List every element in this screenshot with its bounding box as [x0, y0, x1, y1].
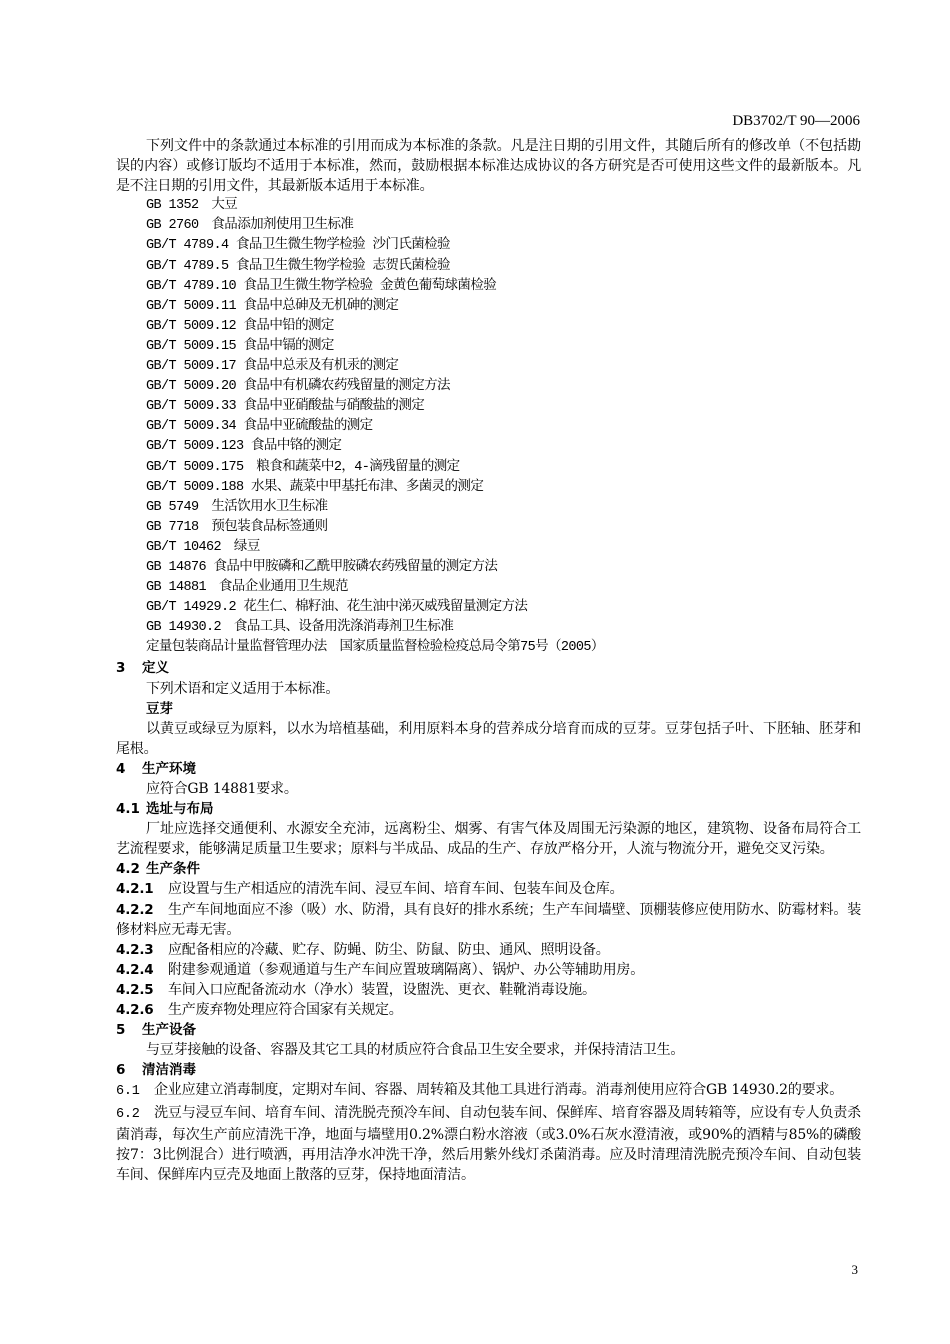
clause-number: 4.2.4 — [116, 961, 154, 978]
reference-item: GB/T 5009.17 食品中总汞及有机汞的测定 — [146, 359, 399, 375]
clause-number: 4.2.1 — [116, 881, 154, 898]
section-number: 4 — [116, 760, 126, 777]
reference-item: GB/T 4789.5 食品卫生微生物学检验 志贺氏菌检验 — [146, 258, 450, 274]
page-number: 3 — [851, 1262, 858, 1277]
section-title: 生产设备 — [142, 1022, 196, 1039]
clause-text: 应设置与生产相适应的清洗车间、浸豆车间、培育车间、包装车间及仓库。 — [168, 881, 624, 898]
reference-list — [116, 196, 861, 658]
subsection-heading-4-2 — [116, 859, 861, 879]
subsection-title: 选址与布局 — [146, 801, 214, 818]
section-number: 5 — [116, 1022, 126, 1039]
clause-4-2-3 — [116, 940, 861, 960]
reference-item: GB/T 5009.188 水果、蔬菜中甲基托布津、多菌灵的测定 — [146, 479, 484, 495]
clause-number: 4.2.2 — [116, 901, 154, 918]
reference-item: GB/T 5009.15 食品中镉的测定 — [146, 338, 334, 354]
reference-item: GB 14930.2 食品工具、设备用洗涤消毒剂卫生标准 — [146, 620, 454, 636]
clause-text: 生产车间地面应不渗（吸）水、防滑，具有良好的排水系统；生产车间墙壁、顶棚装修应使用防水、防霉材料。装修材料应无毒无害。 — [116, 901, 861, 938]
clause-number: 6.1 — [116, 1084, 140, 1100]
clause-4-2-1 — [116, 879, 861, 899]
section-text: 应符合GB 14881要求。 — [146, 781, 298, 797]
subsection-number: 4.2 — [116, 861, 140, 878]
reference-item: GB 14881 食品企业通用卫生规范 — [146, 580, 348, 596]
reference-item: GB/T 4789.10 食品卫生微生物学检验 金黄色葡萄球菌检验 — [146, 278, 497, 294]
reference-item: GB 7718 预包装食品标签通则 — [146, 519, 328, 535]
clause-4-2-4 — [116, 960, 861, 980]
reference-item: GB 14876 食品中甲胺磷和乙酰甲胺磷农药残留量的测定方法 — [146, 559, 498, 575]
intro-paragraph: 下列文件中的条款通过本标准的引用而成为本标准的条款。凡是注日期的引用文件，其随后所有的修改单（不包括勘误的内容）或修订版均不适用于本标准，然而，鼓励根据本标准达成协议的各方研究是否可使用这些文件的最新版本。凡是不注日期的引用文件，其最新版本适用于本标准。 — [116, 138, 861, 195]
section-number: 3 — [116, 660, 126, 677]
clause-6-2 — [116, 1103, 861, 1185]
section-heading-5 — [116, 1020, 861, 1040]
section-heading-6 — [116, 1060, 861, 1080]
reference-item: GB/T 5009.34 食品中亚硫酸盐的测定 — [146, 419, 373, 435]
reference-item: GB/T 4789.4 食品卫生微生物学检验 沙门氏菌检验 — [146, 238, 450, 254]
section-title: 生产环境 — [142, 760, 196, 777]
clause-number: 4.2.3 — [116, 941, 154, 958]
clause-text: 车间入口应配备流动水（净水）装置，设盥洗、更衣、鞋靴消毒设施。 — [168, 981, 596, 998]
clause-text: 企业应建立消毒制度，定期对车间、容器、周转箱及其他工具进行消毒。消毒剂使用应符合GB 14930.2的要求。 — [154, 1082, 844, 1099]
clause-text: 应配备相应的冷藏、贮存、防蝇、防尘、防鼠、防虫、通风、照明设备。 — [168, 941, 610, 958]
section-title: 定义 — [142, 660, 169, 677]
clause-number: 4.2.5 — [116, 981, 154, 998]
clause-4-2-5 — [116, 980, 861, 1000]
reference-item: GB/T 5009.20 食品中有机磷农药残留量的测定方法 — [146, 379, 450, 395]
term-definition: 以黄豆或绿豆为原料，以水为培植基础，利用原料本身的营养成分培育而成的豆芽。豆芽包括子叶、下胚轴、胚芽和尾根。 — [116, 720, 861, 757]
section-text: 下列术语和定义适用于本标准。 — [146, 680, 340, 697]
reference-item: 定量包装商品计量监督管理办法 国家质量监督检验检疫总局令第75号（2005） — [146, 640, 604, 656]
subsection-number: 4.1 — [116, 801, 140, 818]
subsection-title: 生产条件 — [146, 861, 200, 878]
clause-text: 洗豆与浸豆车间、培育车间、清洗脱壳预冷车间、自动包装车间、保鲜库、培育容器及周转箱等，应设有专人负责杀菌消毒，每次生产前应清洗干净，地面与墙壁用0.2%漂白粉水溶液（或3.0%石灰水澄清液，或90%的酒精与85%的磷酸按7：3比例混合）进行喷洒，再用洁净水冲洗干净，然后用紫外线灯杀菌消毒。应及时清理清洗脱壳预冷车间、自动包装车间、保鲜库内豆壳及地面上散落的豆芽，保持地面清洁。 — [116, 1104, 861, 1183]
reference-item: GB/T 5009.33 食品中亚硝酸盐与硝酸盐的测定 — [146, 399, 425, 415]
reference-item: GB/T 5009.11 食品中总砷及无机砷的测定 — [146, 298, 399, 314]
clause-number: 4.2.6 — [116, 1002, 154, 1019]
subsection-text: 厂址应选择交通便利、水源安全充沛，远离粉尘、烟雾、有害气体及周围无污染源的地区，建筑物、设备布局符合工艺流程要求，能够满足质量卫生要求；原料与半成品、成品的生产、存放严格分开，人流与物流分开，避免交叉污染。 — [116, 821, 861, 858]
section-text: 与豆芽接触的设备、容器及其它工具的材质应符合食品卫生安全要求，并保持清洁卫生。 — [146, 1042, 685, 1059]
section-number: 6 — [116, 1062, 126, 1079]
document-body — [116, 136, 861, 1185]
reference-item: GB 2760 食品添加剂使用卫生标准 — [146, 218, 354, 234]
clause-text: 生产废弃物处理应符合国家有关规定。 — [168, 1002, 403, 1019]
subsection-heading-4-1 — [116, 799, 861, 819]
clause-number: 6.2 — [116, 1106, 140, 1122]
reference-item: GB/T 5009.12 食品中铅的测定 — [146, 318, 334, 334]
clause-4-2-6 — [116, 1000, 861, 1020]
clause-6-1 — [116, 1080, 861, 1102]
section-title: 清洁消毒 — [142, 1062, 196, 1079]
document-code: DB3702/T 90—2006 — [732, 113, 860, 129]
clause-text: 附建参观通道（参观通道与生产车间应置玻璃隔离）、锅炉、办公等辅助用房。 — [168, 961, 644, 978]
term-name: 豆芽 — [146, 700, 173, 717]
clause-4-2-2 — [116, 900, 861, 940]
reference-item: GB 1352 大豆 — [146, 198, 238, 214]
reference-item: GB/T 14929.2 花生仁、棉籽油、花生油中涕灭威残留量测定方法 — [146, 600, 528, 616]
section-heading-4 — [116, 759, 861, 779]
reference-item: GB/T 10462 绿豆 — [146, 539, 260, 555]
reference-item: GB/T 5009.175 粮食和蔬菜中2，4-滴残留量的测定 — [146, 459, 460, 475]
reference-item: GB/T 5009.123 食品中铬的测定 — [146, 439, 342, 455]
reference-item: GB 5749 生活饮用水卫生标准 — [146, 499, 328, 515]
section-heading-3 — [116, 658, 861, 678]
